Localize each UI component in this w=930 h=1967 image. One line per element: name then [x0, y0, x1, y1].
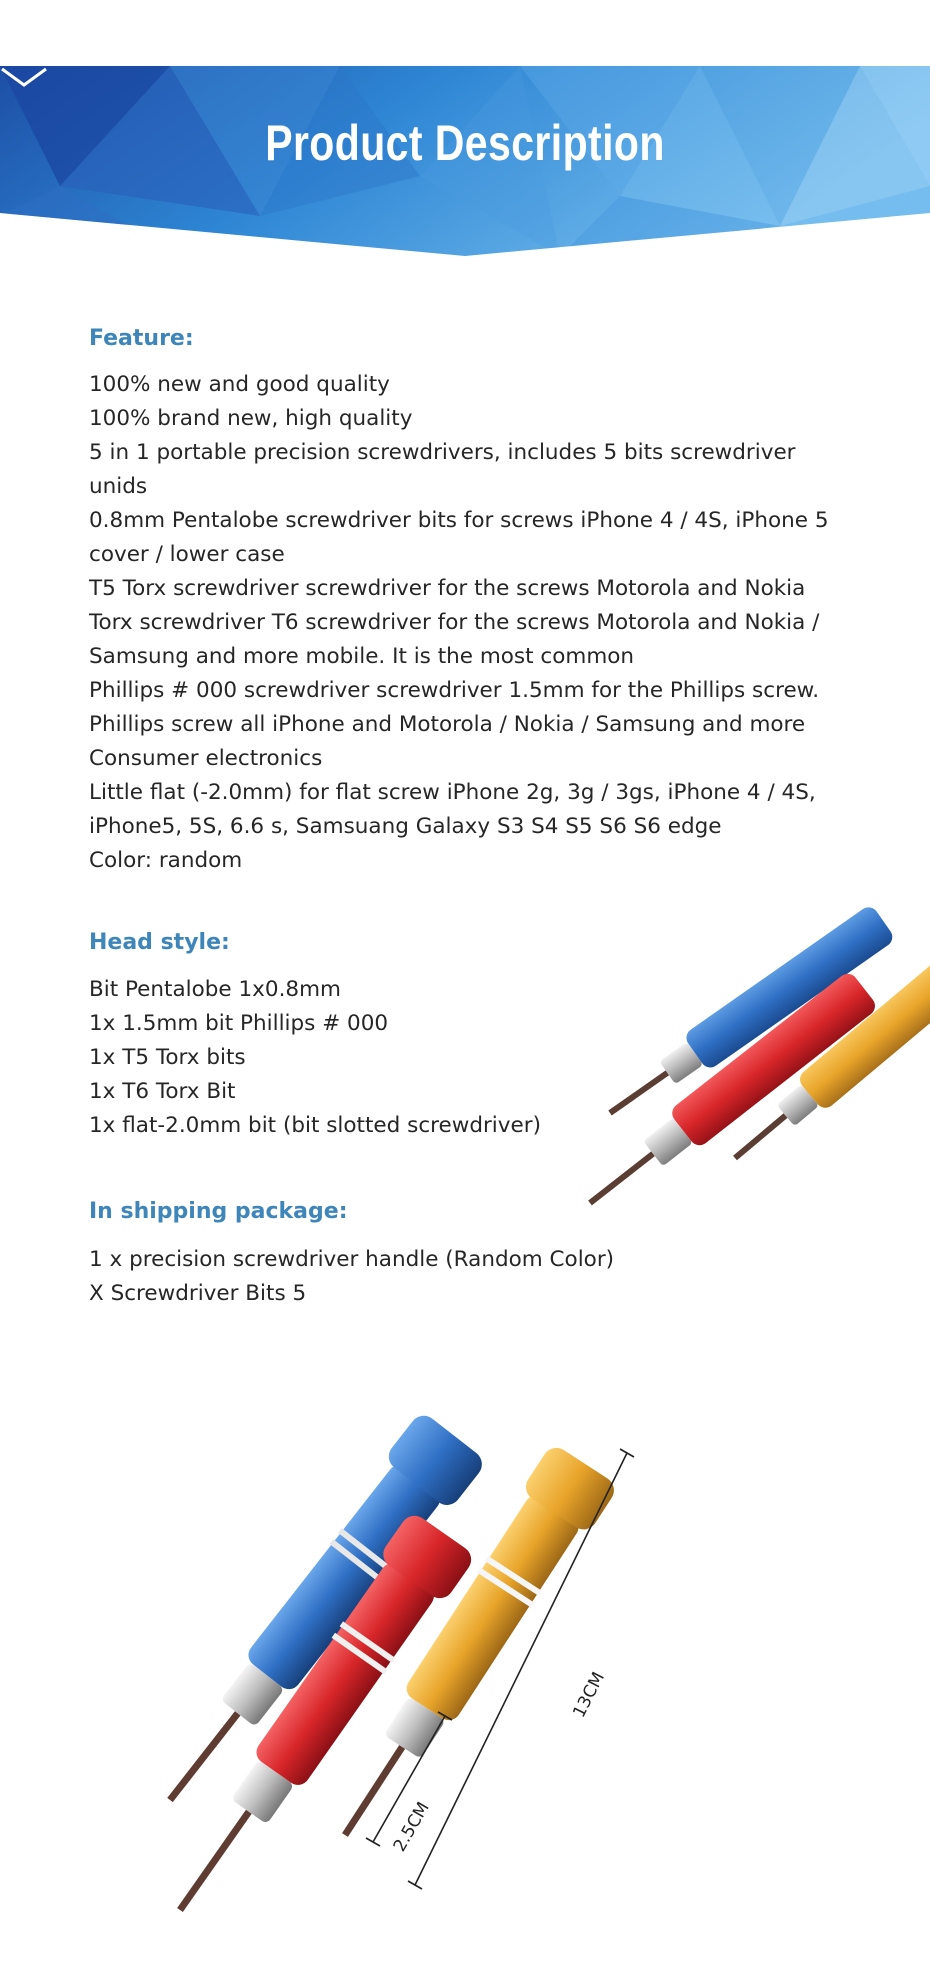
package-line: X Screwdriver Bits 5 — [89, 1281, 307, 1306]
head-style-line: 1x T6 Torx Bit — [89, 1079, 236, 1104]
banner-title: Product Description — [265, 115, 665, 171]
feature-line: 100% new and good quality — [89, 372, 390, 397]
feature-heading: Feature: — [89, 326, 194, 351]
chevron-down-icon — [0, 66, 48, 88]
head-style-line: Bit Pentalobe 1x0.8mm — [89, 977, 341, 1002]
feature-line: iPhone5, 5S, 6.6 s, Samsuang Galaxy S3 S4 S5 S6 S6 edge — [89, 814, 722, 839]
head-style-line: 1x 1.5mm bit Phillips # 000 — [89, 1011, 389, 1036]
product-description-banner — [0, 66, 930, 256]
feature-line: Little flat (-2.0mm) for flat screw iPhone 2g, 3g / 3gs, iPhone 4 / 4S, — [89, 780, 816, 805]
length-label: 13CM — [569, 1668, 609, 1722]
screwdriver-illustration — [150, 1340, 810, 1940]
feature-line: cover / lower case — [89, 542, 285, 567]
head-style-line: 1x T5 Torx bits — [89, 1045, 246, 1070]
feature-line: Phillips # 000 screwdriver screwdriver 1.5mm for the Phillips screw. — [89, 678, 820, 703]
feature-line: 0.8mm Pentalobe screwdriver bits for screws iPhone 4 / 4S, iPhone 5 — [89, 508, 829, 533]
feature-line: Consumer electronics — [89, 746, 323, 771]
package-line: 1 x precision screwdriver handle (Random Color) — [89, 1247, 615, 1272]
feature-line: Phillips screw all iPhone and Motorola / Nokia / Samsung and more — [89, 712, 806, 737]
head-style-list — [89, 973, 589, 1143]
screwdriver-set-thumbnail — [560, 868, 930, 1218]
package-list — [89, 1243, 859, 1311]
feature-line: 5 in 1 portable precision screwdrivers, includes 5 bits screwdriver — [89, 440, 796, 465]
feature-line: unids — [89, 474, 148, 499]
feature-line: Torx screwdriver T6 screwdriver for the screws Motorola and Nokia / — [89, 610, 820, 635]
head-style-heading: Head style: — [89, 930, 230, 955]
bit-length-label: 2.5CM — [389, 1798, 434, 1856]
feature-line: Color: random — [89, 848, 243, 873]
feature-line: T5 Torx screwdriver screwdriver for the screws Motorola and Nokia — [89, 576, 806, 601]
feature-line: 100% brand new, high quality — [89, 406, 413, 431]
feature-line: Samsung and more mobile. It is the most common — [89, 644, 635, 669]
feature-list — [89, 368, 859, 878]
package-heading: In shipping package: — [89, 1199, 348, 1224]
head-style-line: 1x flat-2.0mm bit (bit slotted screwdriver) — [89, 1113, 541, 1138]
screwdriver-set-photo — [150, 1340, 810, 1940]
